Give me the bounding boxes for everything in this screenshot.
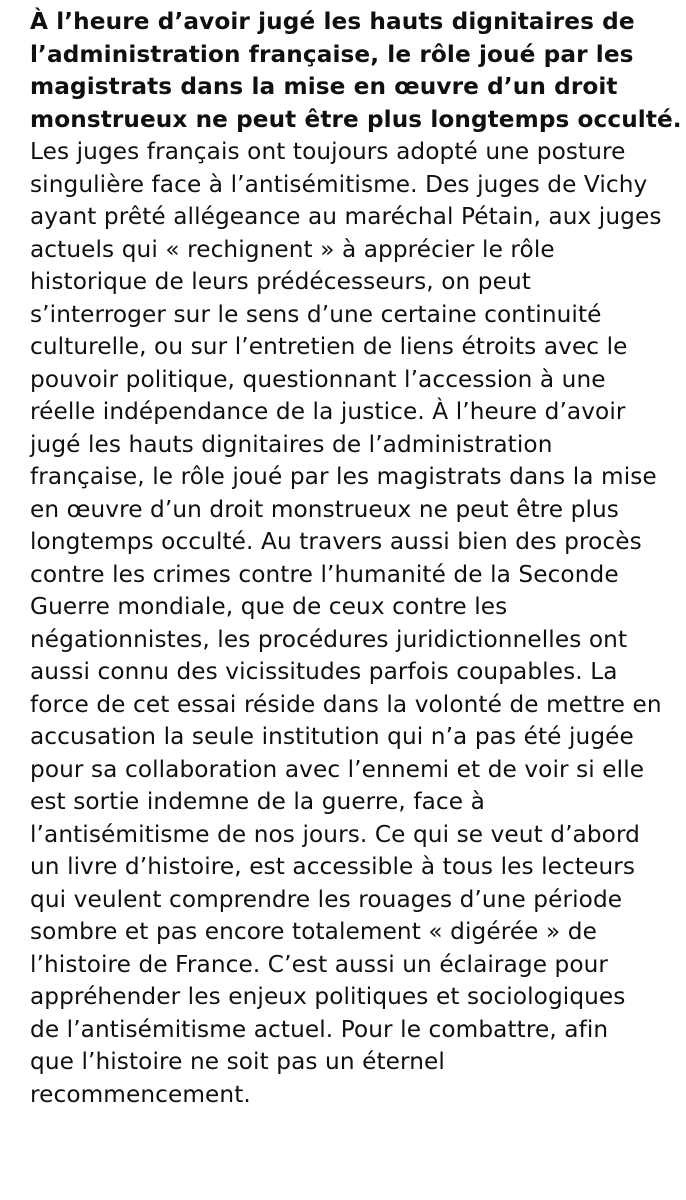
body-line: ayant prêté allégeance au maréchal Pétain, aux juges xyxy=(30,203,662,230)
body-line: de l’antisémitisme actuel. Pour le combattre, afin xyxy=(30,1015,609,1043)
body-line: pour sa collaboration avec l’ennemi et de voir si elle xyxy=(30,755,645,783)
body-line: réelle indépendance de la justice. À l’heure d’avoir xyxy=(30,398,626,425)
body-line: l’histoire de France. C’est aussi un éclairage pour xyxy=(30,950,609,978)
body-line: actuels qui « rechignent » à apprécier le rôle xyxy=(30,235,555,263)
body-line: en œuvre d’un droit monstrueux ne peut être plus xyxy=(30,495,619,523)
body-line: contre les crimes contre l’humanité de la Seconde xyxy=(30,560,619,588)
description-headline xyxy=(30,6,680,136)
book-description xyxy=(30,6,680,1111)
description-body xyxy=(30,136,680,1111)
body-line: longtemps occulté. Au travers aussi bien des procès xyxy=(30,528,642,555)
headline-line: l’administration française, le rôle joué par les xyxy=(30,40,634,68)
body-line: jugé les hauts dignitaires de l’administration xyxy=(30,430,553,458)
body-line: qui veulent comprendre les rouages d’une période xyxy=(30,885,623,913)
body-line: française, le rôle joué par les magistrats dans la mise xyxy=(30,463,657,490)
body-line: recommencement. xyxy=(30,1080,251,1108)
body-line: singulière face à l’antisémitisme. Des juges de Vichy xyxy=(30,170,648,198)
body-line: négationnistes, les procédures juridictionnelles ont xyxy=(30,625,628,653)
body-line: aussi connu des vicissitudes parfois coupables. La xyxy=(30,658,618,685)
body-line: l’antisémitisme de nos jours. Ce qui se veut d’abord xyxy=(30,820,640,848)
body-line: Les juges français ont toujours adopté une posture xyxy=(30,138,626,165)
body-line: force de cet essai réside dans la volonté de mettre en xyxy=(30,690,662,718)
body-line: pouvoir politique, questionnant l’accession à une xyxy=(30,365,606,393)
body-line: appréhender les enjeux politiques et sociologiques xyxy=(30,983,626,1010)
body-line: culturelle, ou sur l’entretien de liens étroits avec le xyxy=(30,333,628,360)
headline-line: magistrats dans la mise en œuvre d’un droit xyxy=(30,73,618,100)
body-line: s’interroger sur le sens d’une certaine continuité xyxy=(30,300,602,328)
headline-line: monstrueux ne peut être plus longtemps occulté. xyxy=(30,106,682,133)
body-line: Guerre mondiale, que de ceux contre les xyxy=(30,593,508,620)
body-line: que l’histoire ne soit pas un éternel xyxy=(30,1048,445,1075)
body-line: accusation la seule institution qui n’a pas été jugée xyxy=(30,723,634,750)
body-line: un livre d’histoire, est accessible à tous les lecteurs xyxy=(30,853,636,880)
headline-line: À l’heure d’avoir jugé les hauts dignitaires de xyxy=(30,8,635,35)
body-line: est sortie indemne de la guerre, face à xyxy=(30,788,485,815)
body-line: sombre et pas encore totalement « digérée » de xyxy=(30,918,597,945)
body-line: historique de leurs prédécesseurs, on peut xyxy=(30,268,531,295)
